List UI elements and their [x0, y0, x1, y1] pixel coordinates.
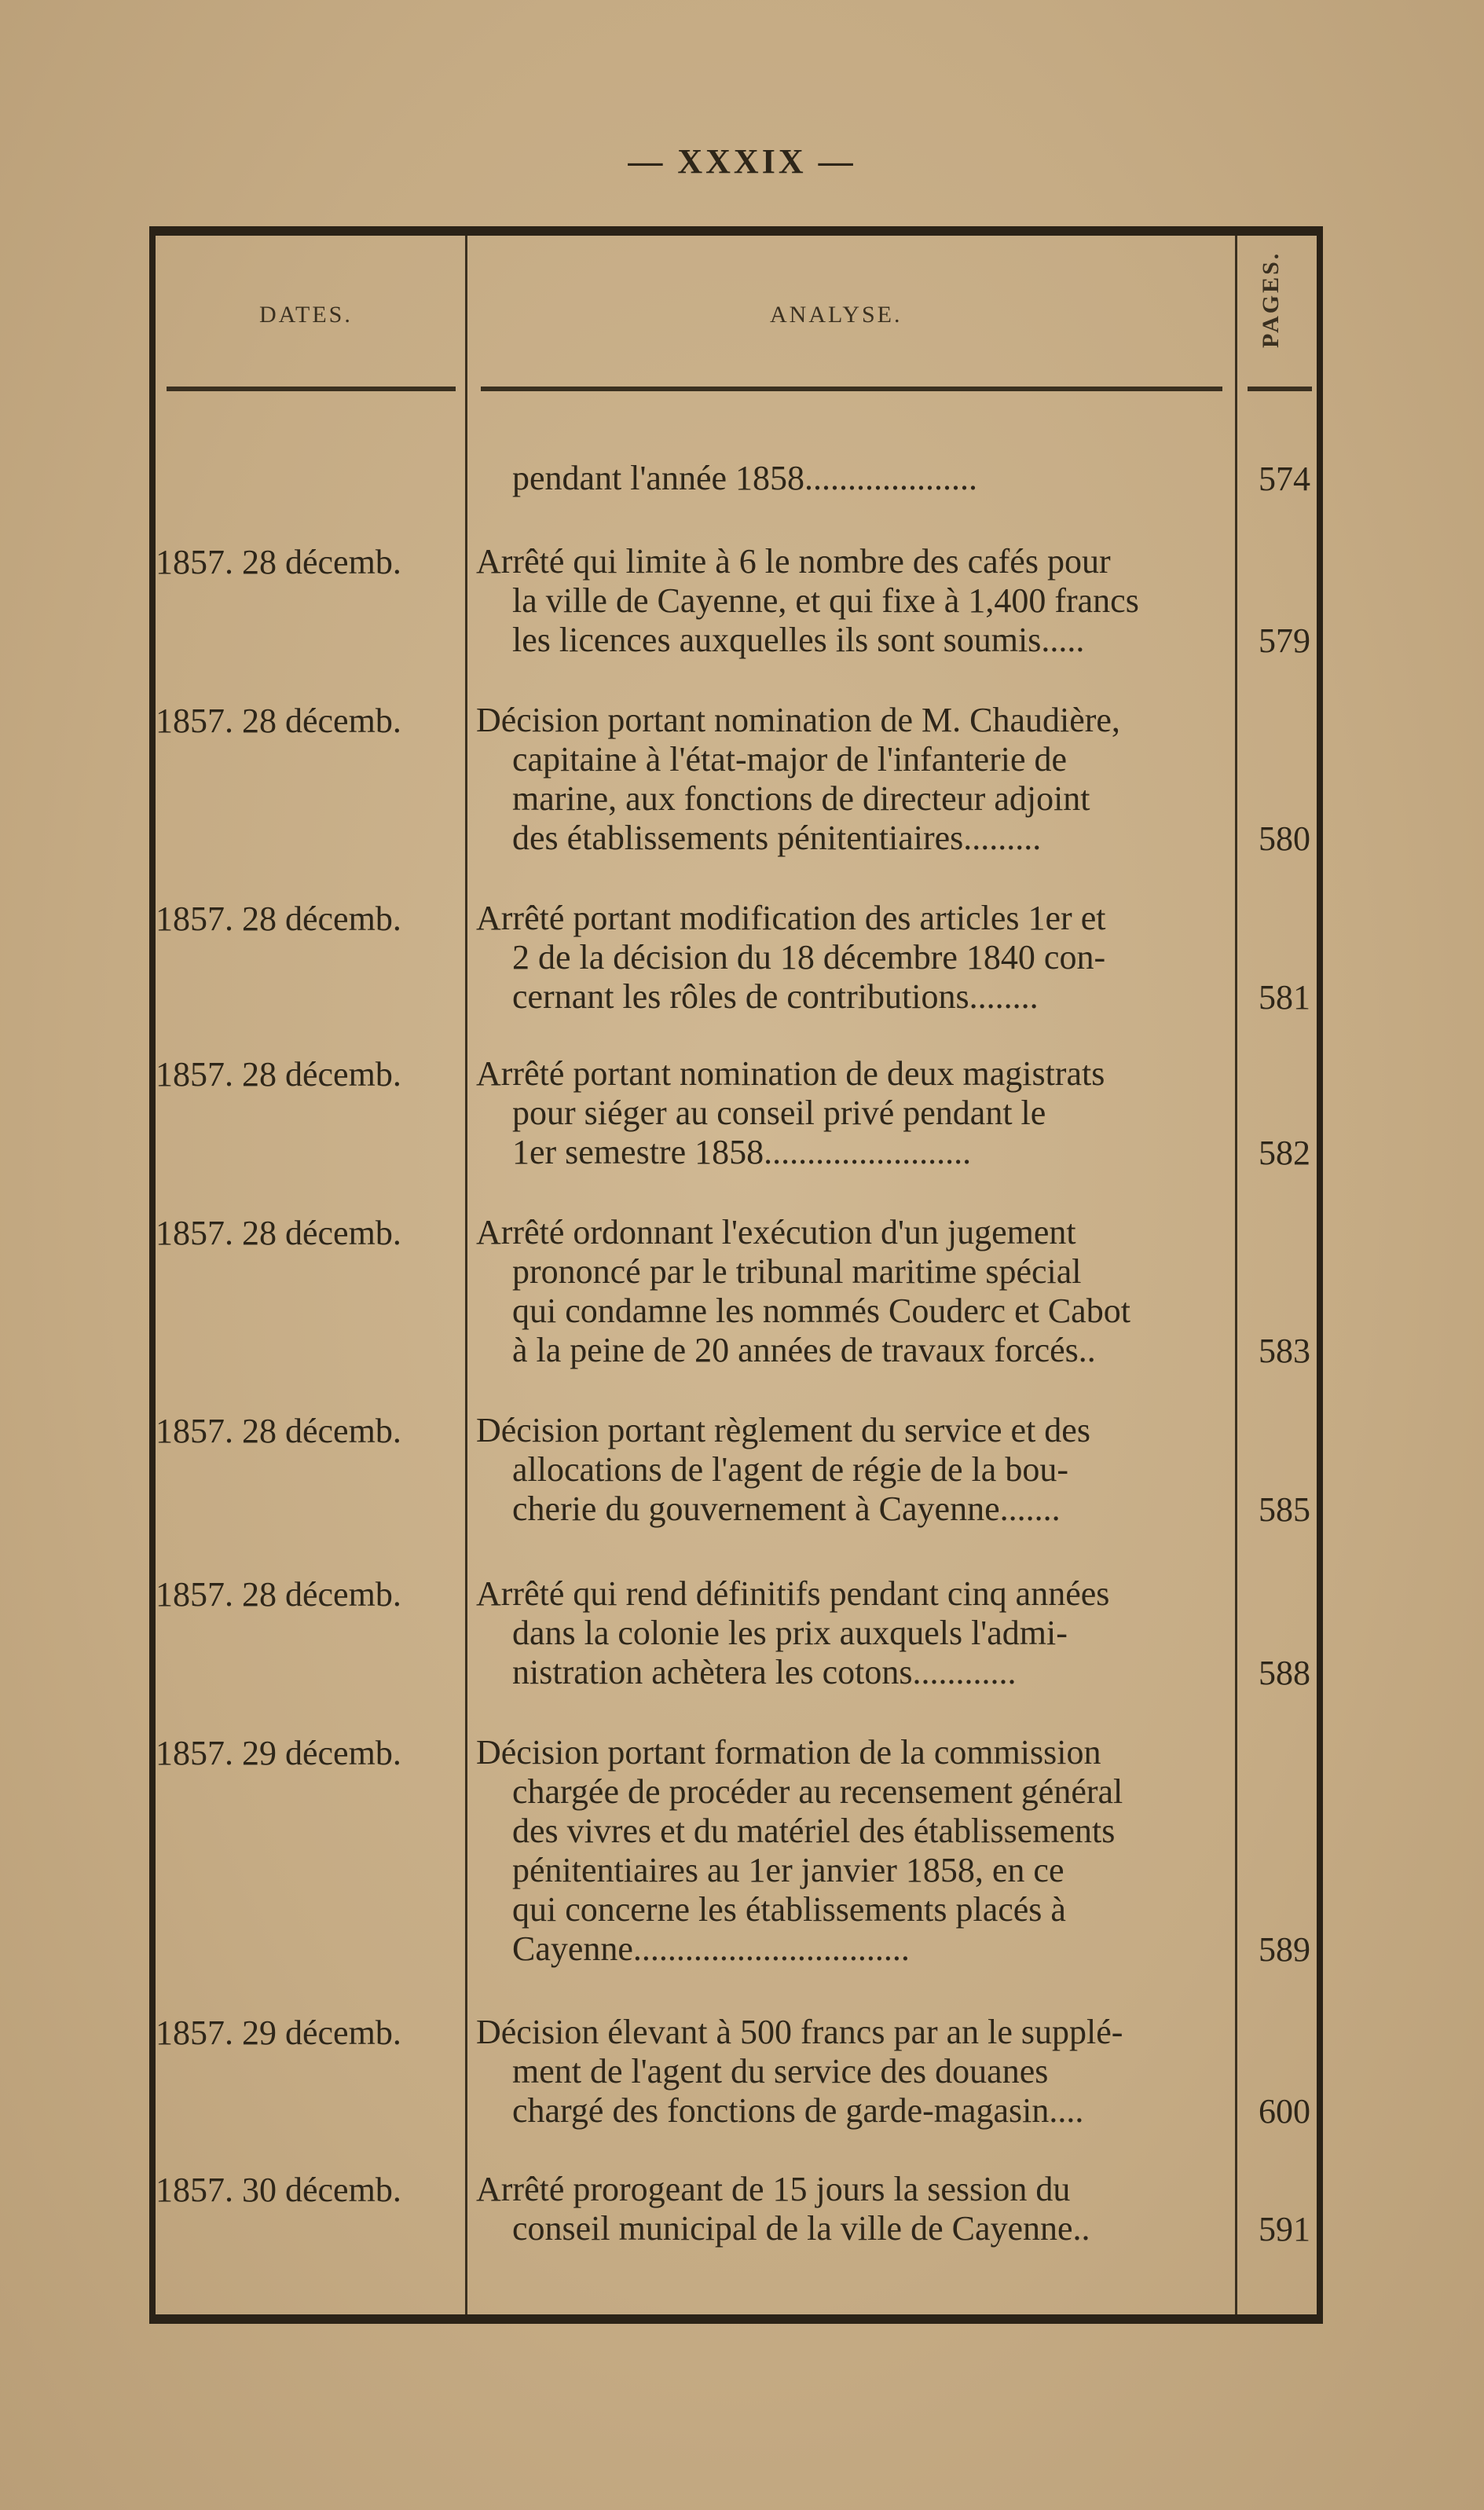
entry-line: la ville de Cayenne, et qui fixe à 1,400 francs: [512, 581, 1139, 620]
entry-page: 588: [1259, 1654, 1310, 1692]
entry-analysis: [476, 542, 1215, 660]
column-header-pages: PAGES.: [1258, 251, 1284, 348]
entry-line: pour siéger au conseil privé pendant le: [512, 1094, 1046, 1132]
column-header-analyse: ANALYSE.: [770, 302, 903, 328]
entry-line: 1er semestre 1858........................: [512, 1133, 972, 1171]
entry-date: 1857. 28 décemb.: [156, 1412, 401, 1450]
page-header: — XXXIX —: [628, 142, 856, 181]
entry-line: Décision portant formation de la commission: [476, 1733, 1101, 1772]
entry-line: marine, aux fonctions de directeur adjoint: [512, 779, 1090, 818]
entry-line: chargé des fonctions de garde-magasin....: [512, 2091, 1084, 2130]
entry-line: ment de l'agent du service des douanes: [512, 2052, 1049, 2090]
entry-date: 1857. 28 décemb.: [156, 1214, 401, 1252]
entry-line: dans la colonie les prix auxquels l'admi-: [512, 1614, 1068, 1652]
entry-page: 574: [1259, 460, 1310, 498]
entry-line: Arrêté qui limite à 6 le nombre des cafés pour: [476, 542, 1111, 581]
entry-line: Décision portant règlement du service et des: [476, 1411, 1090, 1449]
entry-analysis: [476, 2013, 1215, 2131]
entry-line: des établissements pénitentiaires.........: [512, 819, 1042, 857]
column-divider-pages: [1235, 236, 1237, 2314]
entry-page: 585: [1259, 1490, 1310, 1529]
entry-line: Arrêté prorogeant de 15 jours la session du: [476, 2170, 1071, 2208]
entry-line: pendant l'année 1858....................: [512, 459, 978, 497]
header-rule-analyse: [481, 387, 1222, 391]
entry-date: 1857. 28 décemb.: [156, 1575, 401, 1614]
entry-line: à la peine de 20 années de travaux forcés..: [512, 1331, 1096, 1369]
entry-analysis: [476, 2170, 1215, 2248]
entry-analysis: [476, 1054, 1215, 1172]
column-header-dates: DATES.: [259, 302, 353, 328]
entry-page: 581: [1259, 978, 1310, 1017]
entry-page: 580: [1259, 819, 1310, 858]
entry-analysis: [476, 459, 1215, 498]
entry-page: 583: [1259, 1332, 1310, 1370]
entry-date: 1857. 28 décemb.: [156, 543, 401, 581]
entry-line: Arrêté ordonnant l'exécution d'un jugement: [476, 1213, 1076, 1251]
entry-line: prononcé par le tribunal maritime spécial: [512, 1252, 1082, 1291]
header-rule-dates: [167, 387, 456, 391]
column-divider-dates: [465, 236, 467, 2314]
entry-line: Arrêté portant modification des articles 1er et: [476, 899, 1106, 937]
entry-line: cernant les rôles de contributions........: [512, 977, 1039, 1016]
entry-line: des vivres et du matériel des établissements: [512, 1812, 1116, 1850]
entry-date: 1857. 28 décemb.: [156, 1055, 401, 1094]
entry-line: allocations de l'agent de régie de la bou-: [512, 1450, 1068, 1489]
entry-line: chargée de procéder au recensement général: [512, 1772, 1123, 1811]
entry-line: Décision élevant à 500 francs par an le supplé-: [476, 2013, 1123, 2051]
entry-line: Décision portant nomination de M. Chaudière,: [476, 701, 1120, 739]
entry-line: les licences auxquelles ils sont soumis.....: [512, 621, 1085, 659]
entry-line: Arrêté qui rend définitifs pendant cinq années: [476, 1574, 1110, 1613]
entry-line: 2 de la décision du 18 décembre 1840 con-: [512, 938, 1106, 977]
entry-date: 1857. 28 décemb.: [156, 900, 401, 938]
entry-analysis: [476, 1411, 1215, 1529]
entry-line: qui condamne les nommés Couderc et Cabot: [512, 1292, 1130, 1330]
entry-page: 579: [1259, 621, 1310, 660]
header-rule-pages: [1248, 387, 1312, 391]
entry-analysis: [476, 1574, 1215, 1692]
entry-page: 582: [1259, 1134, 1310, 1172]
entry-line: Arrêté portant nomination de deux magistrats: [476, 1054, 1105, 1093]
entry-line: qui concerne les établissements placés à: [512, 1890, 1066, 1929]
entry-analysis: [476, 1733, 1215, 1969]
entry-analysis: [476, 1213, 1215, 1370]
entry-date: 1857. 29 décemb.: [156, 2013, 401, 2052]
entry-date: 1857. 30 décemb.: [156, 2171, 401, 2209]
entry-date: 1857. 29 décemb.: [156, 1734, 401, 1772]
entry-analysis: [476, 701, 1215, 858]
entry-analysis: [476, 899, 1215, 1017]
entry-line: pénitentiaires au 1er janvier 1858, en ce: [512, 1851, 1064, 1889]
entry-line: nistration achètera les cotons............: [512, 1653, 1017, 1691]
entry-page: 591: [1259, 2210, 1310, 2248]
entry-date: 1857. 28 décemb.: [156, 702, 401, 740]
entry-line: Cayenne................................: [512, 1929, 910, 1968]
entry-line: cherie du gouvernement à Cayenne.......: [512, 1490, 1061, 1528]
entry-line: conseil municipal de la ville de Cayenne..: [512, 2209, 1090, 2248]
entry-page: 600: [1259, 2092, 1310, 2131]
entry-page: 589: [1259, 1930, 1310, 1969]
entry-line: capitaine à l'état-major de l'infanterie de: [512, 740, 1068, 779]
